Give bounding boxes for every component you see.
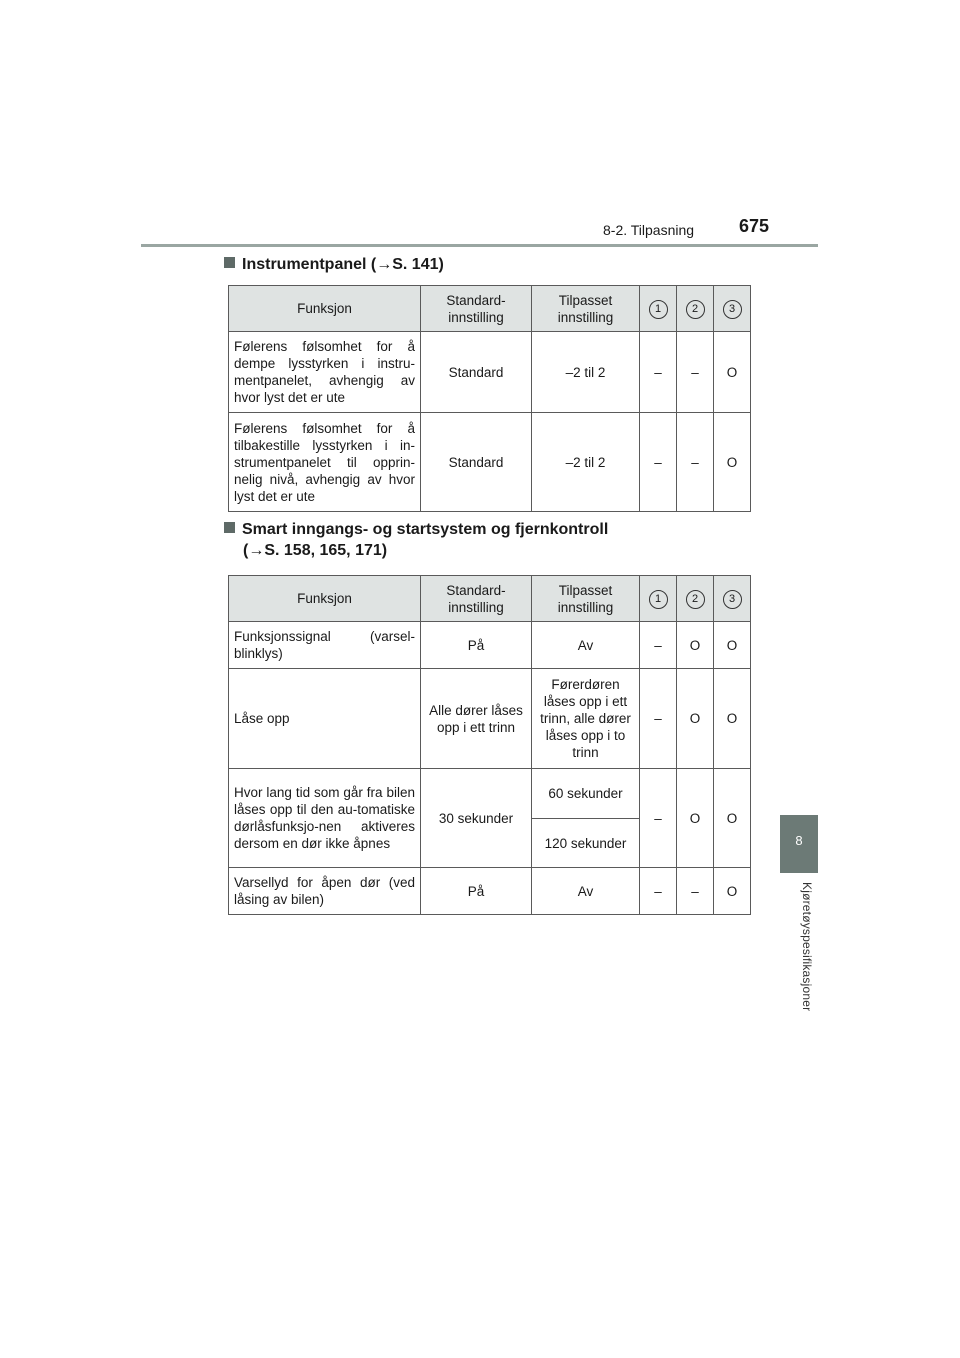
- col-funksjon: Funksjon: [229, 286, 421, 332]
- page-number: 675: [739, 216, 770, 236]
- cell-standard: På: [421, 622, 532, 669]
- col-tilpasset: Tilpasset innstilling: [532, 576, 640, 622]
- table-row: [229, 622, 751, 669]
- cell-funksjon: Følerens følsomhet for å tilbakestille lysstyrken i in-strumentpanelet til opprin-nelig nivå, avhengig av hvor lyst det er ute: [229, 413, 421, 512]
- circled-1-icon: 1: [649, 300, 668, 319]
- cell-funksjon: Varsellyd for åpen dør (ved låsing av bilen): [229, 868, 421, 915]
- cell-tilpasset: –2 til 2: [532, 332, 640, 413]
- cell-c1: –: [640, 868, 677, 915]
- section-title: 8-2. Tilpasning: [603, 222, 695, 238]
- table-header-row: [229, 286, 751, 332]
- col-2: [677, 286, 714, 332]
- col-standard: Standard-innstilling: [421, 286, 532, 332]
- cell-tilpasset: Førerdøren låses opp i ett trinn, alle dører låses opp i to trinn: [532, 669, 640, 769]
- cell-c2: O: [677, 769, 714, 868]
- cell-c3: O: [714, 669, 751, 769]
- cell-c1: –: [640, 622, 677, 669]
- cell-tilpasset: Av: [532, 622, 640, 669]
- col-tilpasset: Tilpasset innstilling: [532, 286, 640, 332]
- cell-c2: O: [677, 669, 714, 769]
- square-bullet-icon: [224, 522, 235, 533]
- circled-2-icon: 2: [686, 300, 705, 319]
- cell-standard: Standard: [421, 413, 532, 512]
- cell-c2: O: [677, 622, 714, 669]
- section-heading-smart-entry: [224, 519, 608, 541]
- cell-tilpasset-b: 120 sekunder: [532, 819, 640, 868]
- section-heading-text: Instrumentpanel (→S. 141): [242, 256, 444, 273]
- col-1: [640, 286, 677, 332]
- cell-standard: 30 sekunder: [421, 769, 532, 868]
- circled-2-icon: 2: [686, 590, 705, 609]
- square-bullet-icon: [224, 257, 235, 268]
- table-row: [229, 769, 751, 819]
- table-row: [229, 332, 751, 413]
- chapter-label: Kjøretøyspesifikasjoner: [800, 882, 814, 1012]
- table-row: [229, 669, 751, 769]
- cell-funksjon: Funksjonssignal (varsel-blinklys): [229, 622, 421, 669]
- col-3: [714, 576, 751, 622]
- circled-3-icon: 3: [723, 300, 742, 319]
- cell-c1: –: [640, 769, 677, 868]
- cell-c1: –: [640, 413, 677, 512]
- cell-funksjon: Hvor lang tid som går fra bilen låses opp til den au-tomatiske dørlåsfunksjo-nen aktiveres dersom en dør ikke åpnes: [229, 769, 421, 868]
- cell-standard: På: [421, 868, 532, 915]
- cell-c2: –: [677, 413, 714, 512]
- cell-standard: Alle dører låses opp i ett trinn: [421, 669, 532, 769]
- table-row: [229, 413, 751, 512]
- cell-c1: –: [640, 332, 677, 413]
- cell-c1: –: [640, 669, 677, 769]
- instrument-panel-table: [228, 285, 751, 512]
- circled-1-icon: 1: [649, 590, 668, 609]
- chapter-tab: [780, 815, 818, 873]
- smart-entry-table: [228, 575, 751, 915]
- cell-c2: –: [677, 332, 714, 413]
- cell-c3: O: [714, 769, 751, 868]
- cell-c3: O: [714, 868, 751, 915]
- cell-tilpasset: Av: [532, 868, 640, 915]
- cell-funksjon: Følerens følsomhet for å dempe lysstyrken i instru-mentpanelet, avhengig av hvor lyst det er ute: [229, 332, 421, 413]
- header-divider: [141, 244, 818, 247]
- col-2: [677, 576, 714, 622]
- cell-c2: –: [677, 868, 714, 915]
- cell-c3: O: [714, 413, 751, 512]
- cell-standard: Standard: [421, 332, 532, 413]
- circled-3-icon: 3: [723, 590, 742, 609]
- cell-c3: O: [714, 622, 751, 669]
- col-funksjon: Funksjon: [229, 576, 421, 622]
- section-heading-text: Smart inngangs- og startsystem og fjernkontroll: [242, 521, 609, 538]
- col-3: [714, 286, 751, 332]
- cell-funksjon: Låse opp: [229, 669, 421, 769]
- cell-tilpasset: –2 til 2: [532, 413, 640, 512]
- section-heading-instrument-panel: [224, 254, 444, 276]
- section-heading-pages: (→S. 158, 165, 171): [243, 542, 388, 559]
- table-header-row: [229, 576, 751, 622]
- cell-c3: O: [714, 332, 751, 413]
- table-row: [229, 868, 751, 915]
- cell-tilpasset-a: 60 sekunder: [532, 769, 640, 819]
- chapter-number: 8: [795, 833, 803, 848]
- col-1: [640, 576, 677, 622]
- col-standard: Standard-innstilling: [421, 576, 532, 622]
